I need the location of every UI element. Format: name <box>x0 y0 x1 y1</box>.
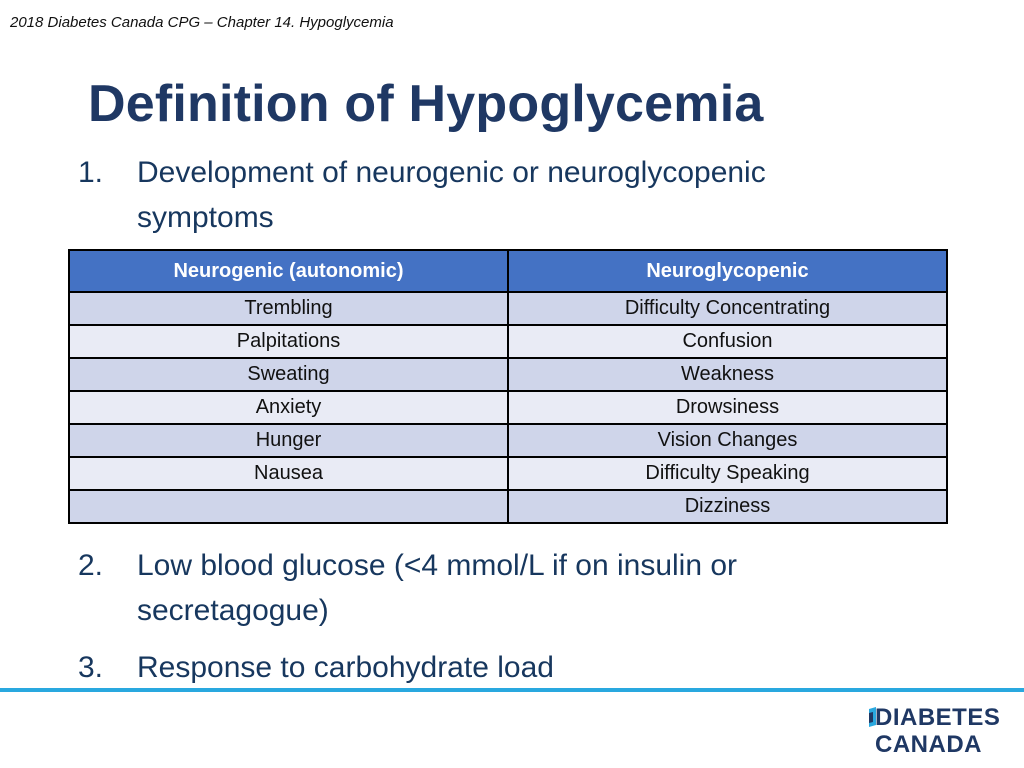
table-row <box>69 424 947 457</box>
cell-neuroglycopenic: Difficulty Concentrating <box>508 292 947 325</box>
column-header-neuroglycopenic: Neuroglycopenic <box>508 250 947 292</box>
cell-neurogenic: Anxiety <box>69 391 508 424</box>
list-item-number: 2. <box>78 549 104 582</box>
list-item-text: Development of neurogenic or neuroglycopenic symptoms <box>137 156 766 234</box>
diabetes-canada-logo <box>867 704 1011 756</box>
slide-title: Definition of Hypoglycemia <box>88 75 764 133</box>
header-caption: 2018 Diabetes Canada CPG – Chapter 14. Hypoglycemia <box>10 14 394 31</box>
column-header-neurogenic: Neurogenic (autonomic) <box>69 250 508 292</box>
table-row <box>69 325 947 358</box>
cell-neurogenic: Nausea <box>69 457 508 490</box>
cell-neurogenic: Hunger <box>69 424 508 457</box>
list-item-2 <box>78 543 878 633</box>
cell-neurogenic <box>69 490 508 523</box>
table-row <box>69 292 947 325</box>
footer-divider <box>0 688 1024 692</box>
table-row <box>69 457 947 490</box>
table-row <box>69 391 947 424</box>
table-row <box>69 490 947 523</box>
table-row <box>69 358 947 391</box>
cell-neuroglycopenic: Vision Changes <box>508 424 947 457</box>
cell-neurogenic: Trembling <box>69 292 508 325</box>
cell-neuroglycopenic: Dizziness <box>508 490 947 523</box>
list-item-number: 3. <box>78 651 104 684</box>
table-header-row <box>69 250 947 292</box>
cell-neurogenic: Sweating <box>69 358 508 391</box>
cell-neuroglycopenic: Confusion <box>508 325 947 358</box>
list-item-1 <box>78 150 878 240</box>
cell-neurogenic: Palpitations <box>69 325 508 358</box>
list-item-text: Response to carbohydrate load <box>137 651 554 684</box>
symptoms-table <box>68 249 948 524</box>
list-item-text: Low blood glucose (<4 mmol/L if on insulin or secretagogue) <box>137 549 738 627</box>
list-item-number: 1. <box>78 156 104 189</box>
logo-line1: DIABETES <box>875 704 1001 731</box>
cell-neuroglycopenic: Weakness <box>508 358 947 391</box>
list-item-3 <box>78 645 878 690</box>
cell-neuroglycopenic: Difficulty Speaking <box>508 457 947 490</box>
cell-neuroglycopenic: Drowsiness <box>508 391 947 424</box>
logo-line2: CANADA <box>875 731 982 756</box>
